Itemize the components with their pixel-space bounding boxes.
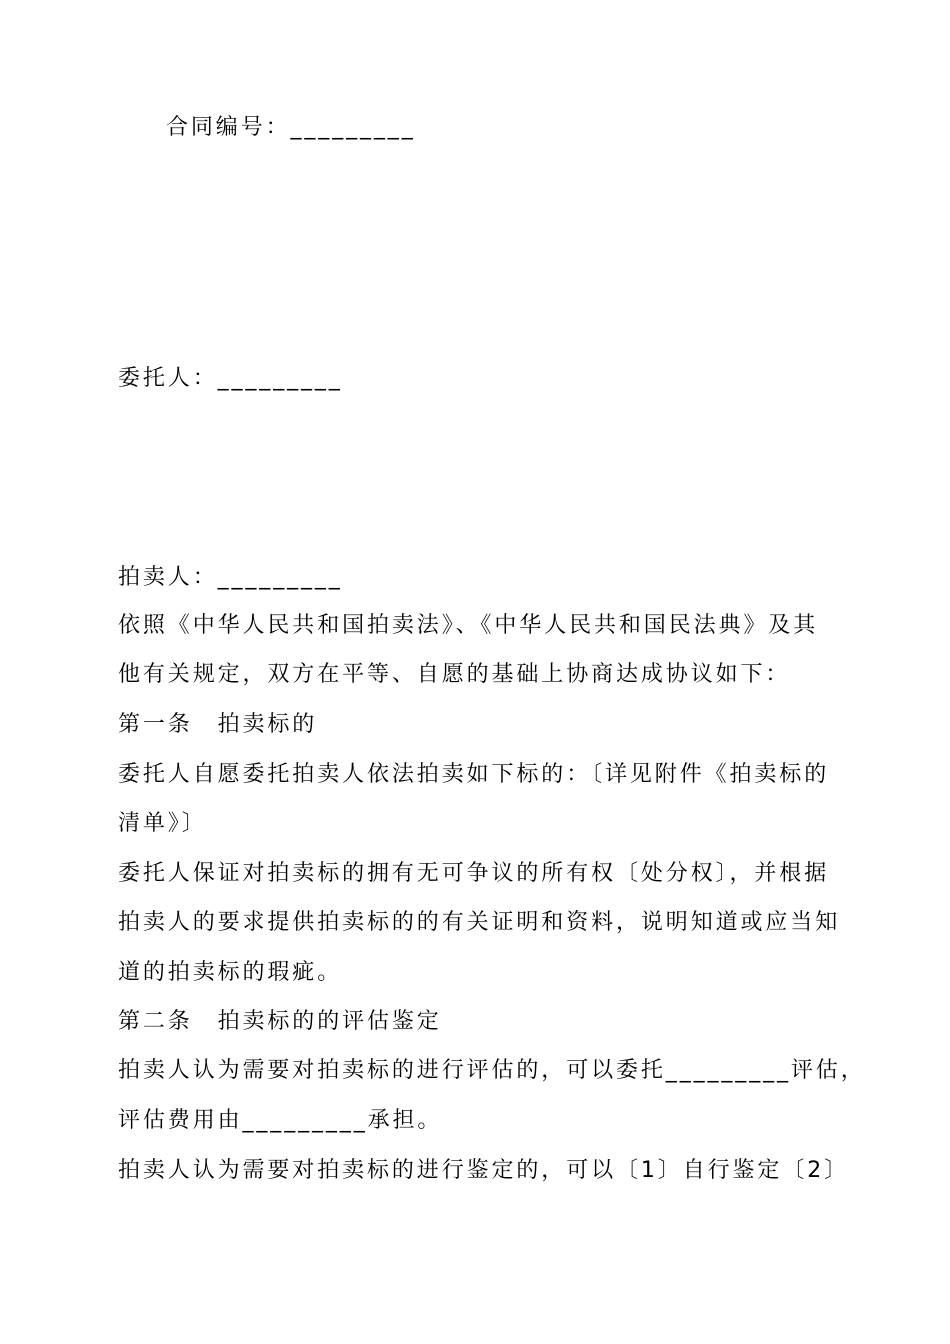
paragraph-line: 委托人自愿委托拍卖人依法拍卖如下标的：〔详见附件《拍卖标的 — [118, 762, 830, 787]
paragraph-line: 拍卖人的要求提供拍卖标的的有关证明和资料，说明知道或应当知 — [118, 910, 841, 935]
paragraph-line: 道的拍卖标的瑕疵。 — [118, 960, 343, 985]
paragraph-line: 评估费用由_________承担。 — [118, 1108, 443, 1133]
paragraph-line: 拍卖人认为需要对拍卖标的进行鉴定的，可以〔1〕自行鉴定〔2〕 — [118, 1158, 849, 1183]
paragraph-line: 依照《中华人民共和国拍卖法》、《中华人民共和国民法典》及其 — [118, 613, 819, 638]
contract-number-line: 合同编号：_________ — [166, 115, 416, 140]
principal-line: 委托人：_________ — [118, 366, 343, 391]
paragraph-line: 拍卖人认为需要对拍卖标的进行评估的，可以委托_________评估， — [118, 1058, 866, 1083]
paragraph-line: 他有关规定，双方在平等、自愿的基础上协商达成协议如下： — [118, 662, 791, 687]
paragraph-line: 委托人保证对拍卖标的拥有无可争议的所有权〔处分权〕，并根据 — [118, 861, 830, 886]
paragraph-line: 清单》〕 — [118, 811, 207, 836]
article-1-heading: 第一条 拍卖标的 — [118, 712, 318, 737]
auctioneer-line: 拍卖人：_________ — [118, 565, 343, 590]
article-2-heading: 第二条 拍卖标的的评估鉴定 — [118, 1009, 442, 1034]
